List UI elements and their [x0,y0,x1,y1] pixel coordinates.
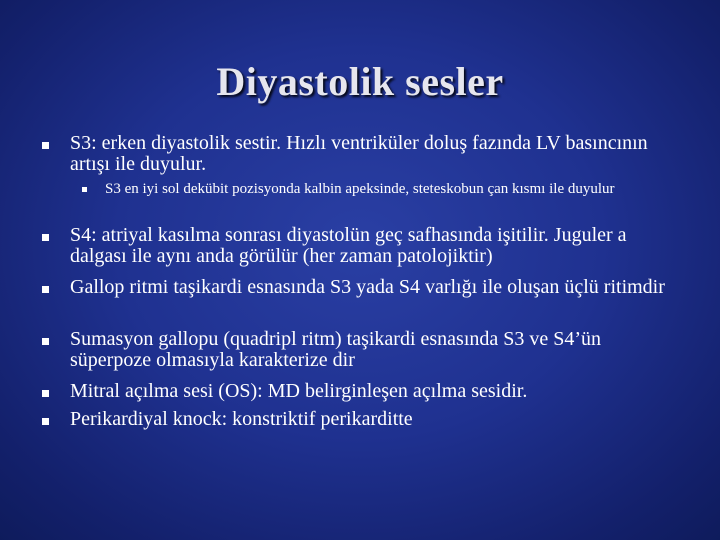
list-item: S3: erken diyastolik sestir. Hızlı ventriküler doluş fazında LV basıncının artışı ile duyulur. [70,132,648,175]
list-item: Mitral açılma sesi (OS): MD belirginleşen açılma sesidir. [70,380,528,402]
square-bullet-icon [42,418,49,425]
list-item: Gallop ritmi taşikardi esnasında S3 yada S4 varlığı ile oluşan üçlü ritimdir [70,276,665,298]
list-item: S4: atriyal kasılma sonrası diyastolün geç safhasında işitilir. Juguler a dalgası ile aynı anda görülür (her zaman patolojiktir) [70,224,627,267]
sub-list-item: S3 en iyi sol dekübit pozisyonda kalbin apeksinde, steteskobun çan kısmı ile duyulur [105,181,615,197]
square-bullet-icon [42,338,49,345]
list-item: Perikardiyal knock: konstriktif perikarditte [70,408,413,430]
square-bullet-icon [42,142,49,149]
square-bullet-icon [42,390,49,397]
list-item: Sumasyon gallopu (quadripl ritm) taşikardi esnasında S3 ve S4’ün süperpoze olmasıyla karakterize dir [70,328,602,371]
square-bullet-icon [82,187,87,192]
square-bullet-icon [42,286,49,293]
square-bullet-icon [42,234,49,241]
slide-title: Diyastolik sesler [216,59,504,104]
